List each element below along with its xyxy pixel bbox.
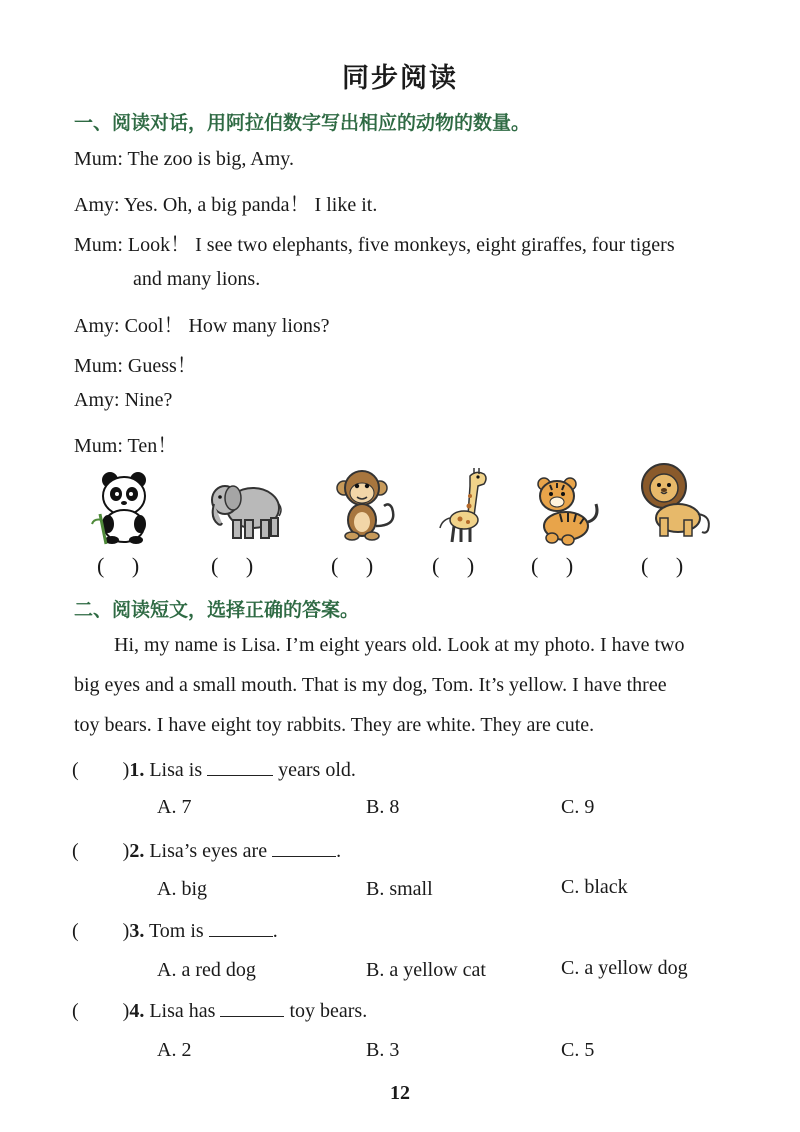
giraffe-icon	[434, 464, 514, 544]
option-b[interactable]: B. small	[366, 878, 433, 900]
question-number: 4.	[129, 1000, 145, 1022]
option-c[interactable]: C. a yellow dog	[561, 957, 688, 979]
speaker: Mum:	[74, 234, 123, 256]
monkey-icon	[328, 466, 408, 546]
panda-icon	[88, 466, 168, 546]
fill-blank	[220, 998, 284, 1017]
speaker: Amy:	[74, 194, 120, 216]
speaker: Amy:	[74, 389, 120, 411]
fill-blank	[207, 757, 273, 776]
option-c[interactable]: C. 9	[561, 796, 595, 818]
question	[72, 918, 278, 943]
option-a[interactable]: A. 7	[157, 796, 192, 818]
dialogue-line	[74, 188, 377, 217]
tiger-icon	[526, 470, 606, 550]
dialogue-text: Ten！	[127, 435, 178, 457]
dialogue-line	[74, 429, 177, 458]
question-number: 2.	[129, 840, 145, 862]
question	[72, 757, 356, 782]
question-text: Lisa is	[149, 759, 203, 781]
answer-blank[interactable]: ( )	[97, 553, 140, 578]
answer-blank[interactable]: ( )	[641, 553, 684, 578]
passage-line: big eyes and a small mouth. That is my dog, Tom. It’s yellow. I have three	[74, 674, 667, 696]
question-text: Lisa has	[149, 1000, 216, 1022]
question	[72, 998, 367, 1023]
question-text: .	[272, 920, 278, 942]
page-title: 同步阅读	[342, 63, 458, 94]
answer-paren-close[interactable]: )	[122, 759, 130, 781]
answer-blank[interactable]: ( )	[432, 553, 475, 578]
option-c[interactable]: C. black	[561, 876, 628, 898]
dialogue-line	[133, 268, 260, 291]
answer-blank[interactable]: ( )	[531, 553, 574, 578]
answer-paren-open[interactable]: (	[72, 759, 79, 781]
option-b[interactable]: B. 3	[366, 1039, 400, 1061]
answer-paren-close[interactable]: )	[122, 1000, 130, 1022]
question-number: 1.	[129, 759, 145, 781]
dialogue-line	[74, 309, 330, 338]
elephant-icon	[205, 470, 285, 550]
fill-blank	[209, 918, 273, 937]
dialogue-line	[74, 228, 675, 257]
page-number: 12	[390, 1082, 410, 1104]
dialogue-line	[74, 148, 294, 171]
speaker: Mum:	[74, 355, 123, 377]
fill-blank	[272, 838, 336, 857]
question-text: Lisa’s eyes are	[149, 840, 268, 862]
answer-paren-open[interactable]: (	[72, 1000, 79, 1022]
dialogue-line	[74, 349, 197, 378]
speaker: Amy:	[74, 315, 120, 337]
dialogue-text: Nine?	[124, 389, 173, 411]
option-a[interactable]: A. a red dog	[157, 959, 256, 981]
option-c[interactable]: C. 5	[561, 1039, 595, 1061]
answer-paren-close[interactable]: )	[122, 840, 130, 862]
dialogue-text: Guess！	[127, 355, 197, 377]
question	[72, 838, 341, 863]
dialogue-line	[74, 389, 172, 412]
question-text: years old.	[278, 759, 356, 781]
option-b[interactable]: B. 8	[366, 796, 400, 818]
option-a[interactable]: A. big	[157, 878, 207, 900]
answer-paren-open[interactable]: (	[72, 840, 79, 862]
dialogue-text: Yes. Oh, a big panda！ I like it.	[123, 194, 378, 216]
question-text: Tom is	[148, 920, 204, 942]
answer-paren-open[interactable]: (	[72, 920, 79, 942]
passage-line: Hi, my name is Lisa. I’m eight years old. Look at my photo. I have two	[114, 634, 685, 656]
dialogue-text: Look！ I see two elephants, five monkeys, eight giraffes, four tigers	[127, 234, 675, 256]
option-a[interactable]: A. 2	[157, 1039, 192, 1061]
passage-line: toy bears. I have eight toy rabbits. They are white. They are cute.	[74, 714, 595, 736]
speaker: Mum:	[74, 148, 123, 170]
dialogue-text: The zoo is big, Amy.	[127, 148, 295, 170]
dialogue-text: Cool！ How many lions?	[124, 315, 330, 337]
answer-blank[interactable]: ( )	[211, 553, 254, 578]
question-number: 3.	[129, 920, 145, 942]
answer-blank[interactable]: ( )	[331, 553, 374, 578]
answer-paren-close[interactable]: )	[122, 920, 130, 942]
section-1-heading: 一、阅读对话，用阿拉伯数字写出相应的动物的数量。	[74, 112, 531, 134]
dialogue-text: and many lions.	[133, 268, 261, 290]
lion-icon	[636, 462, 716, 542]
speaker: Mum:	[74, 435, 123, 457]
question-text: .	[336, 840, 342, 862]
section-2-heading: 二、阅读短文，选择正确的答案。	[74, 599, 360, 621]
option-b[interactable]: B. a yellow cat	[366, 959, 486, 981]
question-text: toy bears.	[289, 1000, 368, 1022]
